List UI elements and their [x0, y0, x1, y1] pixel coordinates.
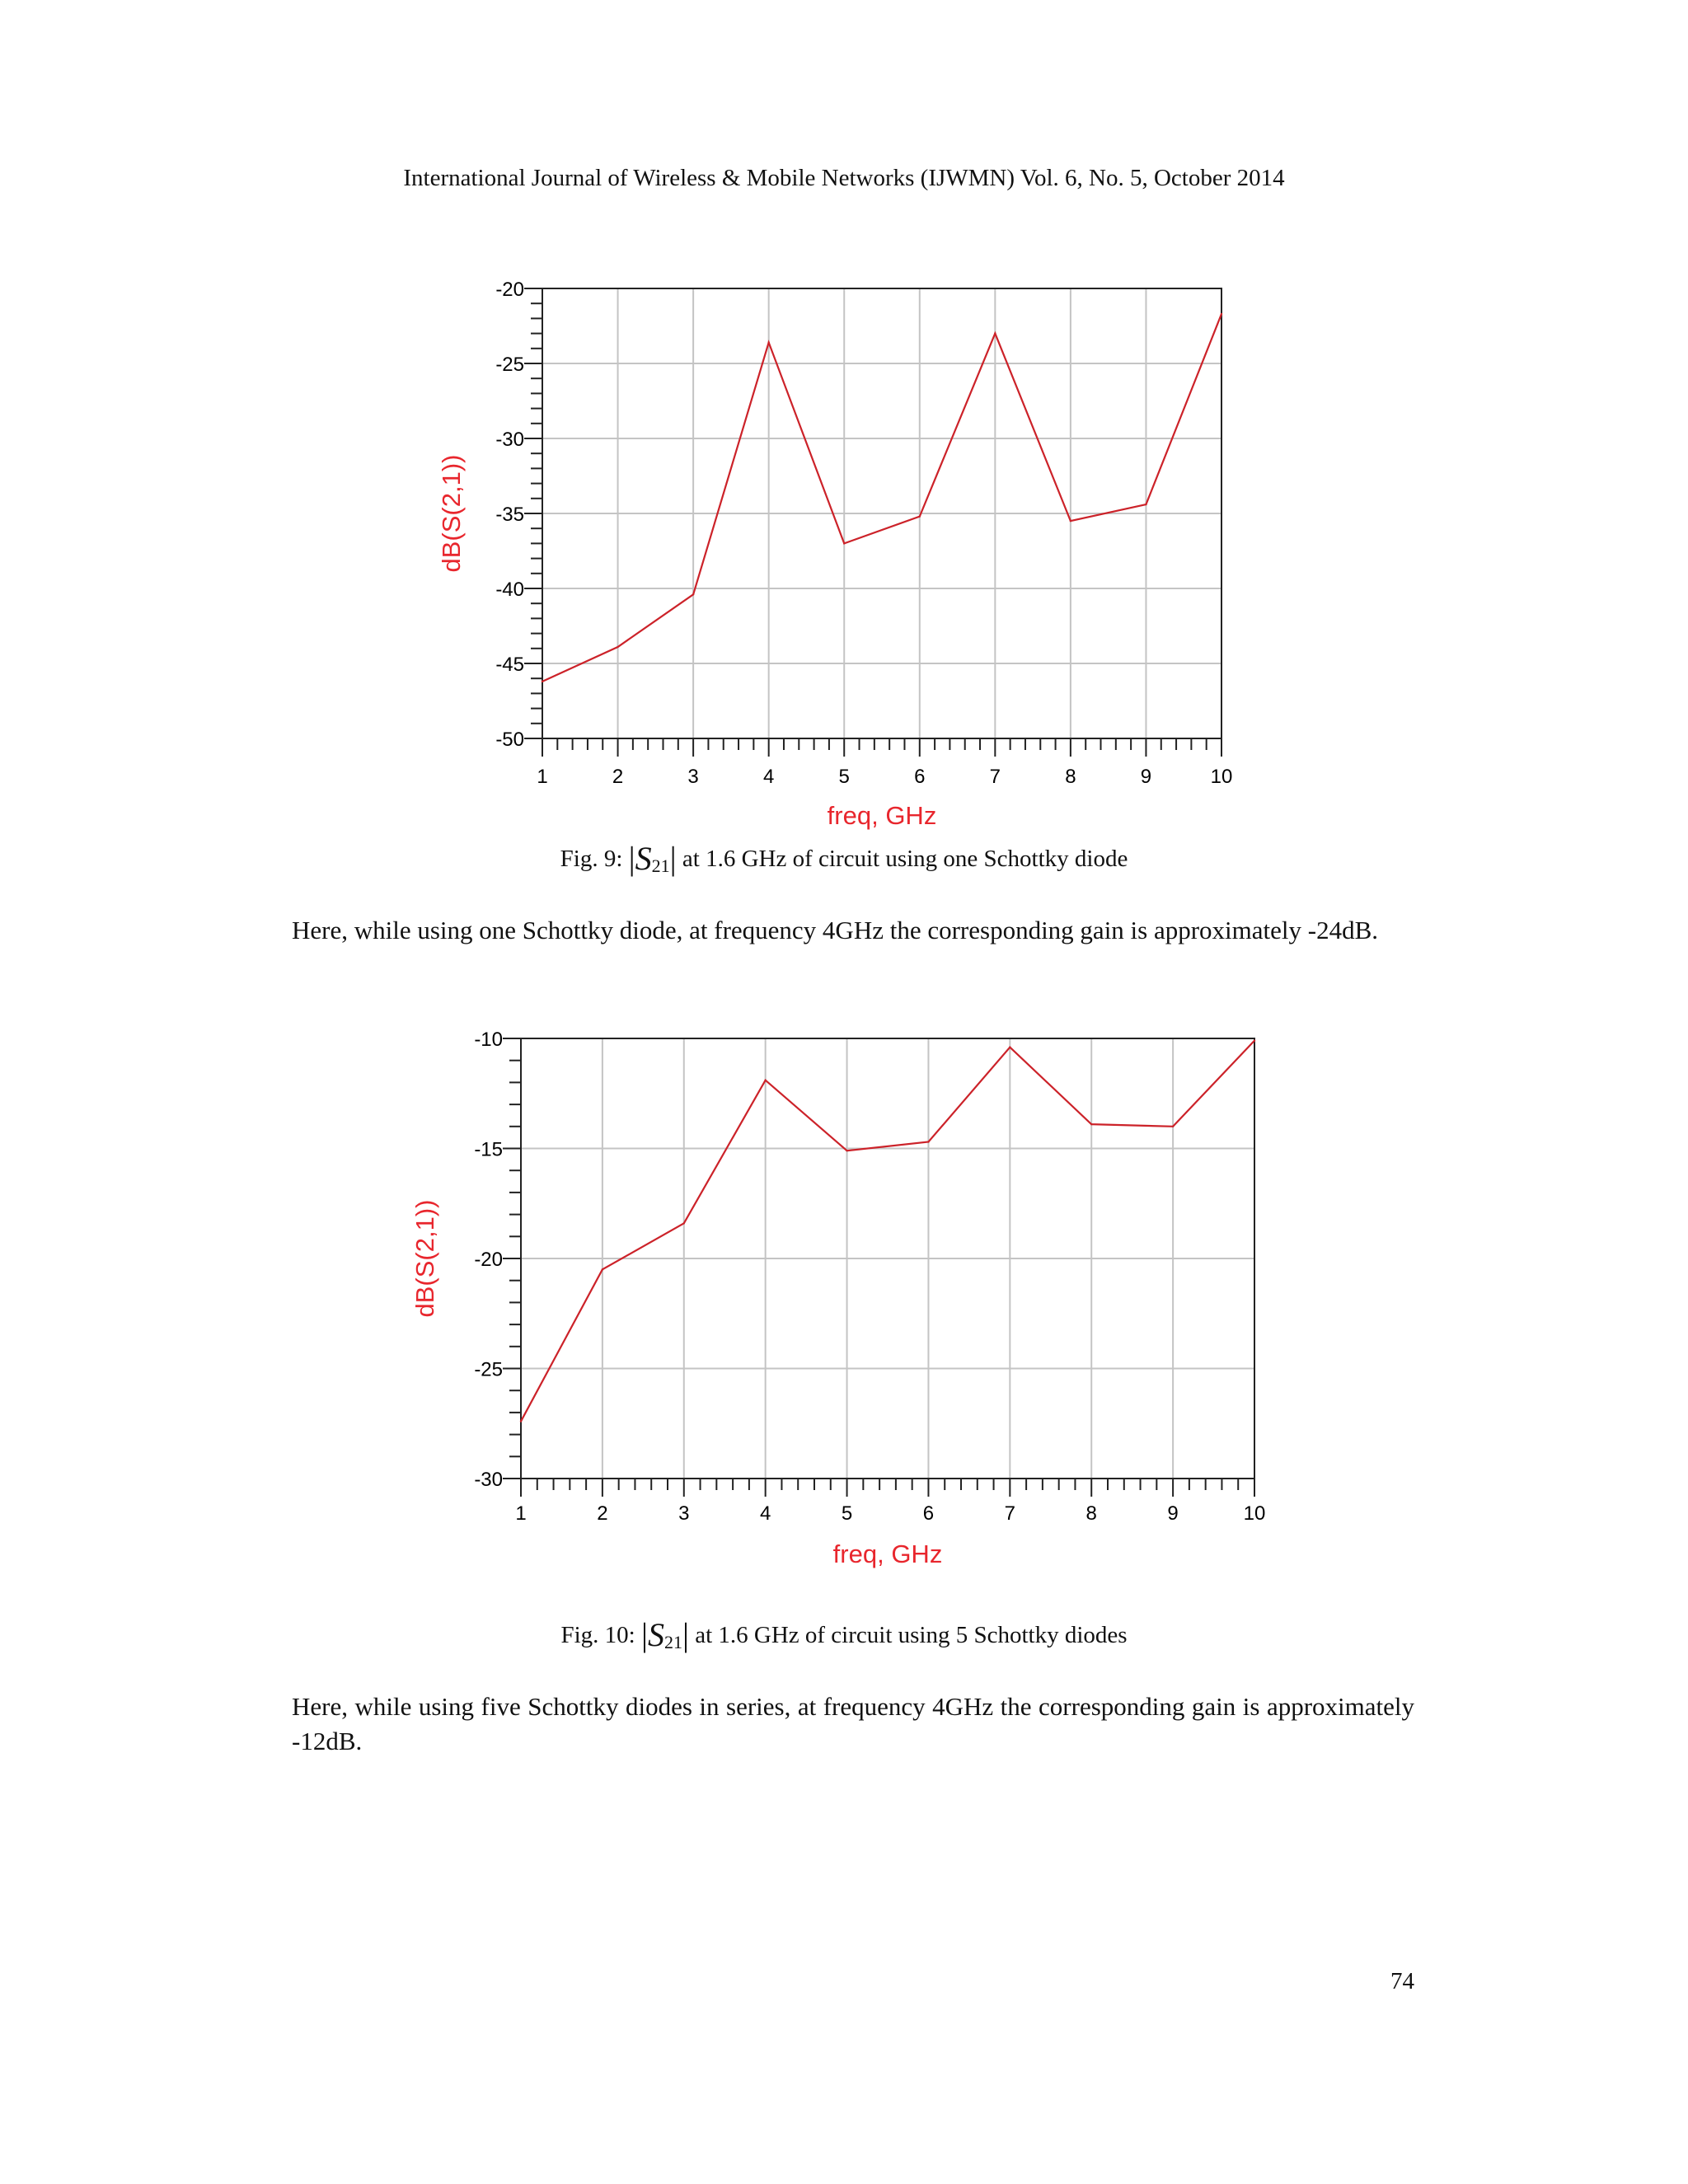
- c0-data-point-5: [843, 542, 845, 544]
- c1-x-tick-label-1: 1: [515, 1502, 527, 1525]
- c1-data-point-7: [1009, 1046, 1010, 1047]
- c1-y-tick-label--30: -30: [474, 1469, 503, 1491]
- c1-x-tick-label-4: 4: [759, 1502, 771, 1525]
- c0-data-point-6: [919, 515, 921, 517]
- c1-data-point-8: [1090, 1123, 1092, 1125]
- figure-10-caption-subscript: 21: [663, 1631, 682, 1652]
- c0-y-tick-label--45: -45: [495, 654, 524, 676]
- c1-y-tick-label--20: -20: [474, 1249, 503, 1271]
- c0-y-tick-label--40: -40: [495, 579, 524, 601]
- c0-x-tick-label-4: 4: [762, 766, 775, 788]
- paragraph-2: Here, while using five Schottky diodes in series, at frequency 4GHz the corresponding gain is approximately -12dB.: [292, 1692, 1414, 1755]
- c0-x-tick-label-3: 3: [687, 766, 699, 788]
- c0-y-axis-label: dB(S(2,1)): [437, 454, 466, 573]
- figure-9-caption: Fig. 9: $|S_{21}|$ at 1.6 GHz of circuit using one Schottky diode: [560, 840, 1128, 877]
- c1-data-point-5: [846, 1150, 847, 1151]
- c0-x-axis-label: freq, GHz: [827, 801, 937, 830]
- c1-data-point-4: [764, 1080, 766, 1081]
- c0-x-tick-label-7: 7: [989, 766, 1001, 788]
- c1-y-axis-label: dB(S(2,1)): [410, 1199, 439, 1318]
- c0-x-tick-label-5: 5: [838, 766, 850, 788]
- figure-9-caption-text: at 1.6 GHz of circuit using one Schottky diode: [682, 846, 1128, 872]
- c1-x-tick-label-10: 10: [1243, 1502, 1266, 1525]
- c1-x-tick-label-8: 8: [1085, 1502, 1097, 1525]
- c0-x-tick-label-10: 10: [1210, 766, 1233, 788]
- c1-data-point-3: [683, 1222, 685, 1224]
- figure-10-caption-prefix: Fig. 10:: [560, 1622, 635, 1648]
- c0-y-tick-label--30: -30: [495, 429, 524, 451]
- c1-x-tick-label-2: 2: [597, 1502, 608, 1525]
- c0-x-tick-label-1: 1: [537, 766, 548, 788]
- running-header: International Journal of Wireless & Mobile Networks (IJWMN) Vol. 6, No. 5, October 2014: [403, 165, 1285, 191]
- c1-series-line-0: [521, 1041, 1254, 1422]
- c1-y-tick-label--10: -10: [474, 1029, 503, 1051]
- c0-series-line-0: [542, 314, 1221, 682]
- c0-data-point-2: [617, 646, 618, 648]
- c0-x-tick-label-8: 8: [1065, 766, 1076, 788]
- c1-x-tick-label-6: 6: [922, 1502, 935, 1525]
- c0-data-point-10: [1221, 313, 1222, 315]
- paragraph-1: Here, while using one Schottky diode, at frequency 4GHz the corresponding gain is approximately -24dB.: [292, 916, 1379, 944]
- c0-x-tick-label-6: 6: [914, 766, 926, 788]
- c1-data-point-9: [1172, 1126, 1174, 1127]
- figure-9-caption-subscript: 21: [651, 855, 670, 876]
- c1-x-tick-label-5: 5: [841, 1502, 853, 1525]
- c1-x-tick-label-3: 3: [678, 1502, 690, 1525]
- c0-y-tick-label--50: -50: [495, 729, 524, 751]
- c1-y-tick-label--15: -15: [474, 1138, 503, 1161]
- c1-x-tick-label-7: 7: [1004, 1502, 1016, 1525]
- c0-data-point-4: [767, 341, 769, 343]
- figure-10-caption-symbol: S: [647, 1616, 664, 1653]
- c1-y-tick-label--25: -25: [474, 1358, 503, 1381]
- c0-y-tick-label--20: -20: [495, 279, 524, 301]
- c0-x-tick-label-2: 2: [612, 766, 624, 788]
- figure-9-caption-prefix: Fig. 9:: [560, 846, 623, 872]
- figure-9-chart: [412, 272, 1269, 841]
- c0-y-tick-label--35: -35: [495, 504, 524, 526]
- figure-10-caption-text: at 1.6 GHz of circuit using 5 Schottky diodes: [695, 1622, 1128, 1648]
- figure-10-caption: Fig. 10: $|S_{21}|$ at 1.6 GHz of circuit using 5 Schottky diodes: [560, 1616, 1128, 1653]
- c1-x-tick-label-9: 9: [1167, 1502, 1179, 1525]
- figure-10-chart: [379, 1020, 1302, 1589]
- c1-x-axis-label: freq, GHz: [832, 1540, 943, 1568]
- c1-data-point-6: [927, 1141, 929, 1142]
- page-number: 74: [1390, 1968, 1414, 1994]
- c1-data-point-2: [602, 1268, 603, 1270]
- c0-data-point-3: [692, 593, 694, 595]
- c0-x-tick-label-9: 9: [1140, 766, 1152, 788]
- c0-y-tick-label--25: -25: [495, 354, 524, 376]
- figure-9-caption-symbol: S: [635, 840, 652, 877]
- c0-data-point-1: [542, 681, 543, 682]
- c0-data-point-7: [994, 332, 996, 334]
- c1-data-point-10: [1254, 1039, 1255, 1041]
- c0-data-point-9: [1145, 504, 1146, 505]
- c0-data-point-8: [1070, 520, 1071, 522]
- c1-data-point-1: [520, 1420, 522, 1422]
